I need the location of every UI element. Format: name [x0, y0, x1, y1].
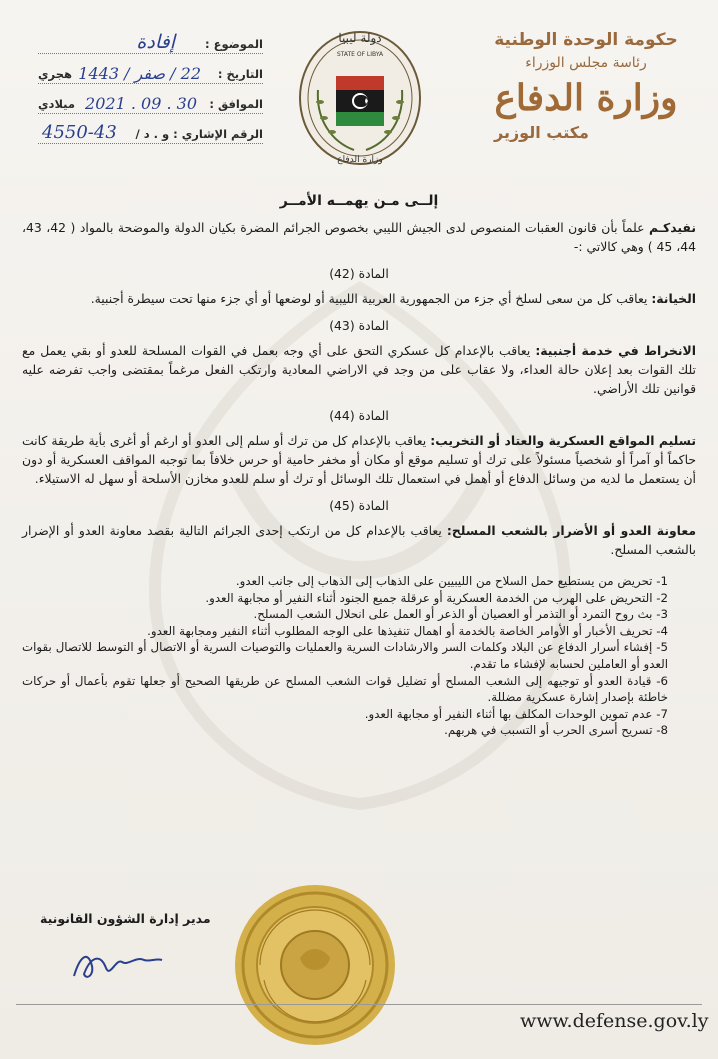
list-item: 2- التحريض على الهرب من الخدمة العسكرية أو عرقلة جميع الجنود أثناء النفير أو مجابهة العدو. — [205, 590, 668, 605]
emblem-arabic-bottom: وزارة الدفاع — [337, 155, 383, 165]
date-row — [38, 58, 263, 84]
list-item: 3- بث روح التمرد أو التذمر أو العصيان أو الذعر أو العمل على انحلال الشعب المسلح. — [253, 607, 668, 622]
gold-seal — [230, 880, 400, 1050]
reference-label: الرقم الإشاري : و . د / — [135, 127, 263, 141]
article-45-lead: معاونة العدو أو الأضرار بالشعب المسلح: — [446, 523, 696, 538]
article-43-text — [22, 341, 696, 398]
presidency-name: رئاسة مجلس الوزراء — [525, 55, 647, 71]
date-label: التاريخ : — [217, 67, 263, 81]
subject-label: الموضوع : — [205, 37, 263, 51]
emblem-arabic-top: دولة ليبيا — [338, 31, 382, 45]
corresponding-row — [38, 88, 263, 114]
list-item: 4- تحريف الأخبار أو الأوامر الخاصة بالخدمة أو اهمال تنفيذها على الوجه المطلوب أثناء النفير ومجابهة العدو. — [147, 623, 668, 638]
article-42-text — [22, 289, 696, 308]
list-item: 1- تحريض من يستطيع حمل السلاح من الليبيين على الذهاب إلى الذهاب إلى جانب العدو. — [235, 574, 668, 588]
article-44-title: المادة (44) — [329, 408, 389, 423]
corresponding-suffix: ميلادي — [38, 97, 75, 111]
date-suffix: هجري — [38, 67, 72, 81]
handwritten-signature — [66, 938, 166, 988]
subject-value: إفادة — [136, 31, 175, 53]
article-42-lead: الخيانة: — [651, 291, 696, 306]
list-item: 6- قيادة العدو أو توجيهه إلى الشعب المسلح أو تضليل قوات الشعب المسلح عن طريقها الصحيح أو جعلها تقوم بأعمال أو حركات خاطئة بإصدار إشارة عسكرية مضللة. — [22, 673, 668, 705]
ministry-header — [476, 28, 696, 144]
intro-text: علماً بأن قانون العقبات المنصوص لدى الجيش الليبي بخصوص الجرائم المضرة بكيان الدولة والموضحة بالمواد ( 42، 43، 44، 45 ) وهي كالاتي :- — [22, 220, 696, 254]
website-url[interactable]: www.defense.gov.ly — [520, 1010, 709, 1032]
corresponding-label: الموافق : — [209, 97, 263, 111]
article-42-title: المادة (42) — [329, 266, 389, 281]
article-44-lead: تسليم المواقع العسكرية والعتاد أو التخريب: — [430, 433, 696, 448]
list-item: 5- إفشاء أسرار الدفاع عن البلاد وكلمات السر والارشادات السرية والعمليات والتوصيات السرية أو الاتصال أو التوسط للاتصال بقوات العدو أو العاملين لحسابه لإفشاء ما تقدم. — [22, 640, 668, 671]
office-name: مكتب الوزير — [494, 123, 589, 142]
recipient-heading: إلــى مـن يهمــه الأمــر — [279, 193, 439, 209]
date-value: 22 / صفر / 1443 — [78, 64, 201, 83]
state-emblem — [296, 20, 424, 168]
reference-value: 4550-43 — [42, 122, 117, 143]
article-43-body: يعاقب بالإعدام كل عسكري التحق على أي وجه بعمل في القوات المسلحة للعدو أو بقي يعمل مع تلك القوات بعد إعلان حالة العداء، ولا عقاب على من وجد في الاراضي المعادية وارتكب الفعل مرغماً بمقتضى واجب تفرضه عليه قوانين تلك الأراضي. — [22, 343, 696, 396]
article-45-body: يعاقب بالإعدام كل من ارتكب إحدى الجرائم التالية بقصد معاونة العدو أو الإضرار بالشعب المسلح. — [22, 523, 696, 557]
article-43-lead: الانخراط في خدمة أجنبية: — [535, 343, 696, 358]
corresponding-value: 2021 . 09 . 30 — [85, 94, 197, 113]
article-43-title: المادة (43) — [329, 318, 389, 333]
list-item: 8- تسريح أسرى الحرب أو التسبب في هربهم. — [444, 723, 668, 738]
article-44-body: يعاقب بالإعدام كل من ترك أو سلم إلى العدو أو ارغم أو أغرى بأية طريقة كانت حاكماً أو آمراً أو شخصياً مسئولاً على ترك أو تسليم موقع أو مكان أو مخفر حامية أو حرس خلافاً بما توجبه المواقف العسكرية أو دون أن يستعمل ما لديه من وسائل الدفاع أو أهمل في استعمال تلك الوسائل أو ترك أو سلم للعدو مخازن الأسلحة أو سهل له الاستيلاء. — [22, 433, 696, 486]
subject-row — [38, 28, 263, 54]
article-44-text — [22, 431, 696, 488]
article-45-title: المادة (45) — [329, 498, 389, 513]
footer-divider — [16, 1004, 702, 1005]
intro-paragraph — [22, 218, 696, 256]
crimes-list — [22, 573, 668, 739]
letter-body — [22, 218, 696, 739]
emblem-latin: STATE OF LIBYA — [336, 51, 384, 58]
government-name: حكومة الوحدة الوطنية — [494, 30, 678, 50]
reference-block — [38, 28, 263, 148]
list-item: 7- عدم تموين الوحدات المكلف بها أثناء النفير أو مجابهة العدو. — [364, 706, 668, 721]
signatory-title: مدير إدارة الشؤون القانونية — [40, 911, 211, 926]
ministry-name: وزارة الدفاع — [494, 77, 678, 119]
article-45-text — [22, 521, 696, 559]
intro-lead: نفيدكـم — [649, 220, 696, 235]
reference-row — [38, 118, 263, 144]
article-42-body: يعاقب كل من سعى لسلخ أي جزء من الجمهورية العربية الليبية أو لوضعها أو أي جزء منها تحت سيطرة أجنبية. — [90, 291, 652, 306]
